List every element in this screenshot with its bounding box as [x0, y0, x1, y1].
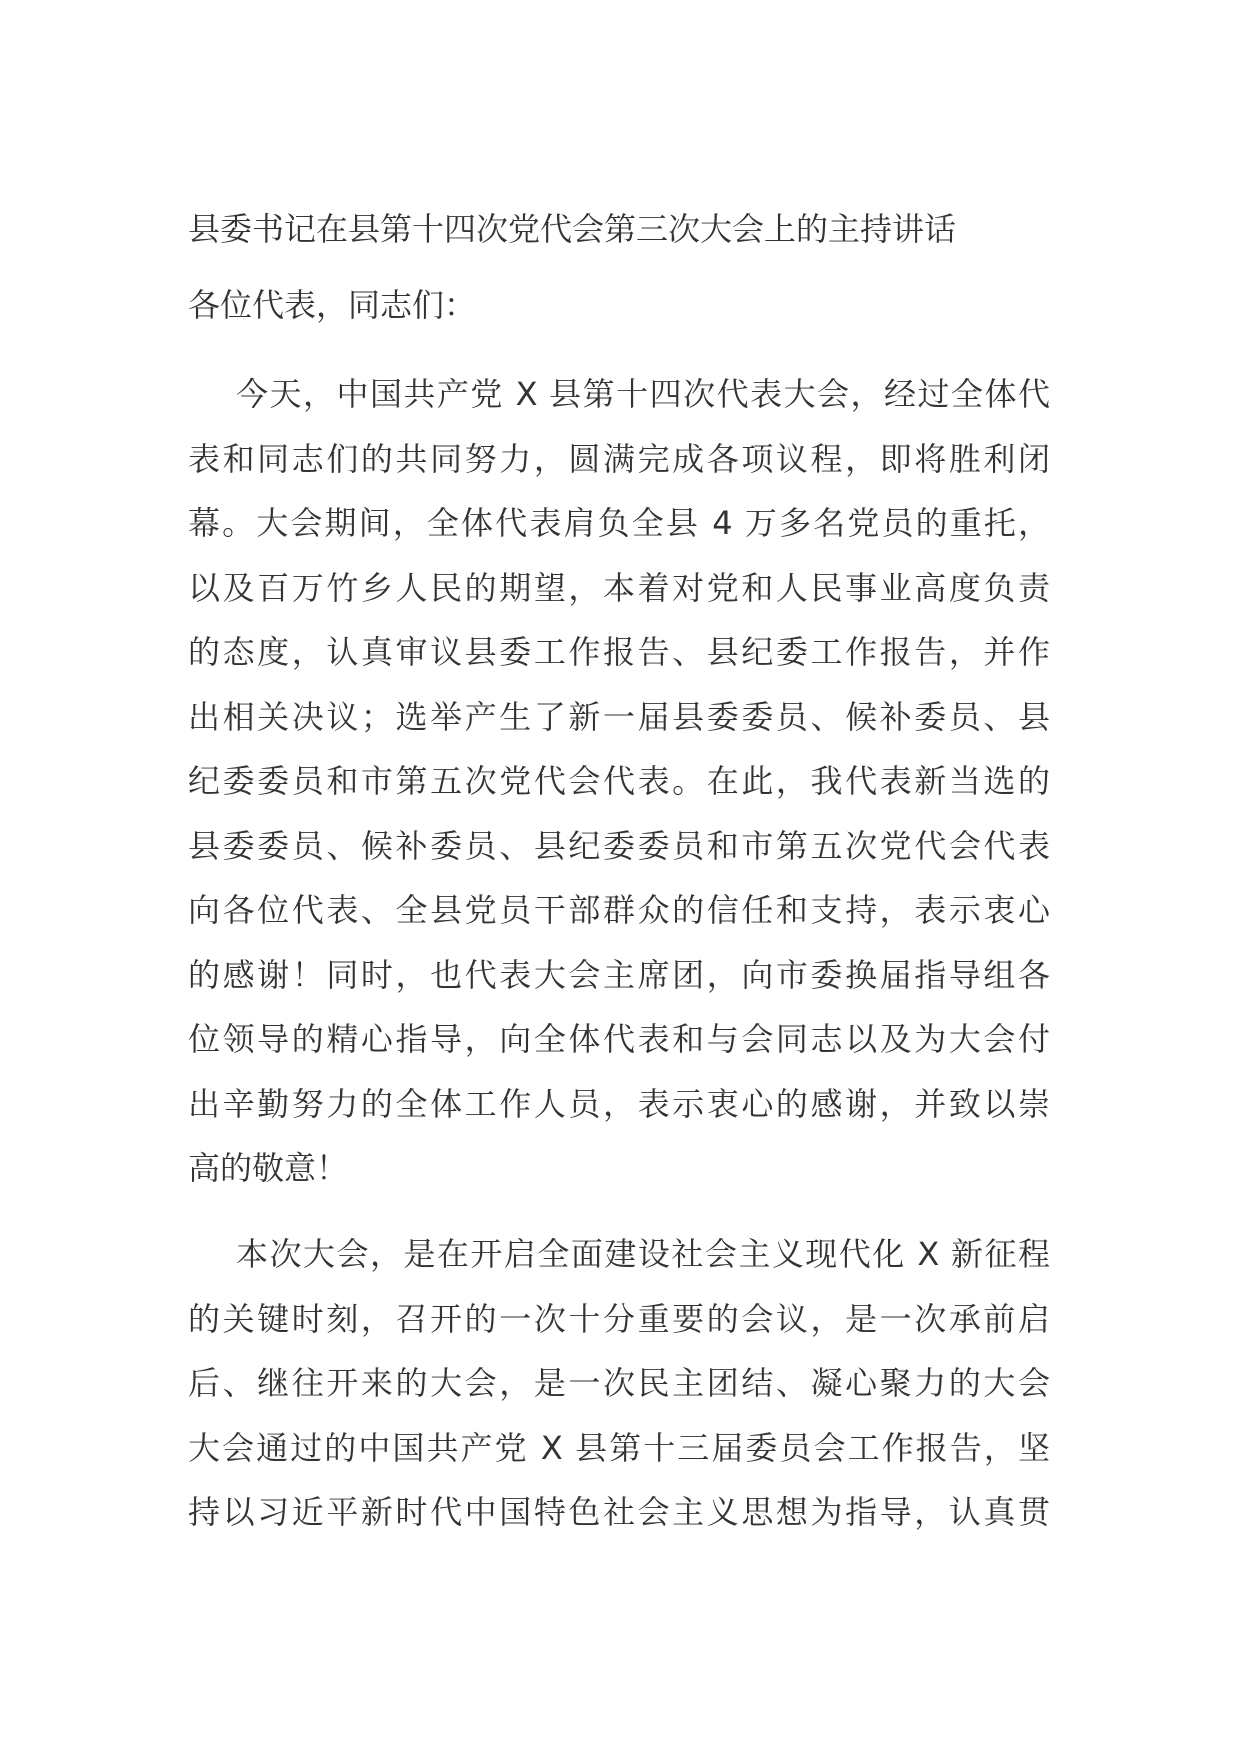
paragraph-line: 本次大会，是在开启全面建设社会主义现代化 X 新征程 [236, 1235, 1050, 1273]
greeting: 各位代表，同志们： [188, 286, 477, 324]
paragraph-line: 后、继往开来的大会，是一次民主团结、凝心聚力的大会 [188, 1364, 1050, 1402]
paragraph-line: 县委委员、候补委员、县纪委委员和市第五次党代会代表 [188, 826, 1050, 865]
paragraph-line: 的关键时刻，召开的一次十分重要的会议，是一次承前启 [188, 1299, 1050, 1338]
paragraph-line: 出辛勤努力的全体工作人员，表示衷心的感谢，并致以崇 [188, 1084, 1050, 1123]
paragraph-line: 大会通过的中国共产党 X 县第十三届委员会工作报告，坚 [188, 1428, 1050, 1467]
paragraph-line: 以及百万竹乡人民的期望，本着对党和人民事业高度负责 [188, 568, 1050, 607]
paragraph-line: 的感谢！同时，也代表大会主席团，向市委换届指导组各 [188, 955, 1050, 994]
document-title: 县委书记在县第十四次党代会第三次大会上的主持讲话 [188, 210, 957, 248]
paragraph-line: 的态度，认真审议县委工作报告、县纪委工作报告，并作 [188, 633, 1050, 671]
paragraph-line: 位领导的精心指导，向全体代表和与会同志以及为大会付 [188, 1020, 1050, 1058]
paragraph-line: 幕。大会期间，全体代表肩负全县 4 万多名党员的重托， [188, 504, 1050, 542]
paragraph-line: 持以习近平新时代中国特色社会主义思想为指导，认真贯 [188, 1493, 1050, 1531]
paragraph-line: 向各位代表、全县党员干部群众的信任和支持，表示衷心 [188, 891, 1050, 929]
paragraph-line: 高的敬意！ [188, 1149, 349, 1187]
paragraph-line: 出相关决议；选举产生了新一届县委委员、候补委员、县 [188, 697, 1050, 736]
paragraph-line: 表和同志们的共同努力，圆满完成各项议程，即将胜利闭 [188, 439, 1050, 478]
paragraph-line: 今天，中国共产党 X 县第十四次代表大会，经过全体代 [236, 375, 1050, 413]
paragraph-line: 纪委委员和市第五次党代会代表。在此，我代表新当选的 [188, 762, 1050, 800]
